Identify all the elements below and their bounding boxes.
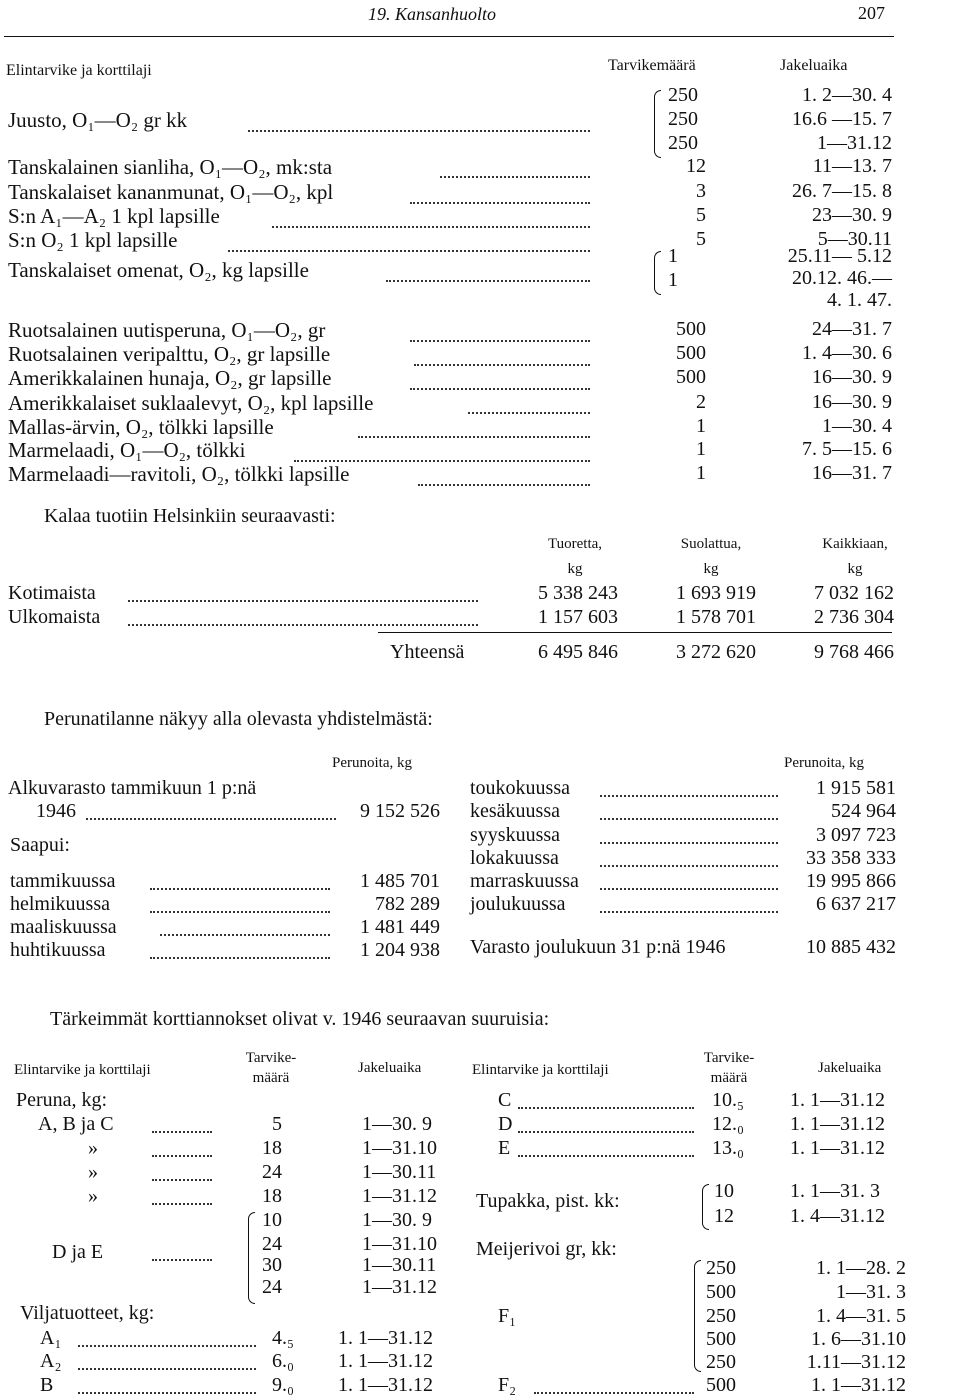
card-amount: 10 — [262, 1209, 282, 1231]
card-amount: 250 — [706, 1351, 736, 1373]
card-label: C — [498, 1089, 512, 1111]
card-amount: 12.₀ — [712, 1113, 744, 1135]
card-amount: 250 — [706, 1257, 736, 1279]
fish-cell: 1 693 919 — [676, 582, 756, 604]
fish-cell: 7 032 162 — [814, 582, 894, 604]
card-grain-label: B — [40, 1374, 54, 1396]
potato-value: 33 358 333 — [806, 847, 896, 869]
col-header-item: Elintarvike ja korttilaji — [6, 62, 152, 79]
period-cell: 16—30. 9 — [812, 366, 892, 388]
card-grain-label: A₁ — [40, 1327, 62, 1349]
potato-month: helmikuussa — [10, 893, 110, 915]
fish-unit: kg — [703, 561, 719, 577]
leader-dots — [248, 130, 590, 132]
period-cell: 26. 7—15. 8 — [792, 180, 892, 202]
leader-dots — [228, 250, 590, 252]
card-period: 1—30.11 — [362, 1254, 437, 1276]
potato-month: maaliskuussa — [10, 916, 117, 938]
col-header-period: Jakeluaika — [780, 57, 848, 74]
item-label: Ruotsalainen uutisperuna, O₁—O₂, gr — [8, 318, 326, 342]
card-group-grain: Viljatuotteet, kg: — [20, 1302, 155, 1324]
potato-value: 19 995 866 — [806, 870, 896, 892]
card-period: 1—30. 9 — [362, 1209, 432, 1231]
leader-dots — [86, 818, 336, 820]
card-amount: 10 — [714, 1180, 734, 1202]
card-period: 1. 1—31.12 — [338, 1374, 433, 1396]
card-amount: 18 — [262, 1137, 282, 1159]
period-cell: 1. 2—30. 4 — [802, 84, 892, 106]
col-header-amount: Tarvikemäärä — [608, 57, 696, 74]
card-amount: 4.₅ — [272, 1327, 294, 1349]
amount-cell: 3 — [696, 180, 706, 202]
card-amount: 24 — [262, 1233, 282, 1255]
period-cell: 16.6 —15. 7 — [792, 108, 892, 130]
ditto-mark: » — [88, 1185, 98, 1207]
card-amount: 10.₅ — [712, 1089, 744, 1111]
leader-dots — [128, 600, 478, 602]
card-period: 1. 1—31. 3 — [790, 1180, 880, 1202]
leader-dots — [410, 388, 590, 390]
leader-dots — [600, 911, 778, 913]
item-label: Mallas-ärvin, O₂, tölkki lapsille — [8, 415, 274, 439]
page-number: 207 — [858, 3, 885, 23]
period-cell: 4. 1. 47. — [827, 289, 892, 311]
card-grain-label: A₂ — [40, 1350, 62, 1372]
fish-total-cell: 9 768 466 — [814, 641, 894, 663]
leader-dots — [386, 280, 590, 282]
brace — [654, 90, 661, 158]
potato-month: joulukuussa — [470, 893, 566, 915]
leader-dots — [600, 865, 778, 867]
amount-cell: 250 — [668, 84, 698, 106]
amount-cell: 1 — [668, 269, 678, 291]
potato-unit-right: Perunoita, kg — [784, 755, 864, 771]
cards-col-period: Jakeluaika — [358, 1060, 422, 1076]
card-label-f2: F₂ — [498, 1374, 517, 1396]
fish-col-fresh: Tuoretta, — [547, 536, 603, 552]
leader-dots — [358, 436, 590, 438]
period-cell: 1—30. 4 — [822, 415, 892, 437]
leader-dots — [78, 1368, 256, 1370]
card-amount: 250 — [706, 1305, 736, 1327]
fish-total-label: Yhteensä — [390, 641, 465, 663]
card-amount: 500 — [706, 1328, 736, 1350]
card-period: 1. 4—31.12 — [790, 1205, 885, 1227]
cards-col-amount: määrä — [710, 1070, 748, 1086]
potato-stock-value: 9 152 526 — [360, 800, 440, 822]
leader-dots — [150, 957, 330, 959]
period-cell: 1—31.12 — [817, 132, 892, 154]
card-period: 1. 4—31. 5 — [816, 1305, 906, 1327]
potato-month: huhtikuussa — [10, 939, 106, 961]
potato-month: lokakuussa — [470, 847, 559, 869]
fish-col-salted: Suolattua, — [680, 536, 742, 552]
card-period: 1—31.12 — [362, 1185, 437, 1207]
card-label-tobacco: Tupakka, pist. kk: — [476, 1190, 620, 1212]
item-label: Marmelaadi, O₁—O₂, tölkki — [8, 438, 246, 462]
fish-cell: 5 338 243 — [538, 582, 618, 604]
potato-value: 1 915 581 — [816, 777, 896, 799]
card-period: 1. 6—31.10 — [811, 1328, 906, 1350]
leader-dots — [152, 1179, 212, 1181]
running-header: 19. Kansanhuolto — [368, 4, 497, 24]
item-label: Amerikkalainen hunaja, O₂, gr lapsille — [8, 366, 332, 390]
card-amount: 500 — [706, 1281, 736, 1303]
leader-dots — [410, 340, 590, 342]
amount-cell: 1 — [696, 415, 706, 437]
card-label-butter: Meijerivoi gr, kk: — [476, 1238, 617, 1260]
card-period: 1—31.12 — [362, 1276, 437, 1298]
amount-cell: 5 — [696, 204, 706, 226]
potato-value: 1 485 701 — [360, 870, 440, 892]
amount-cell: 5 — [696, 228, 706, 250]
card-label-f1: F₁ — [498, 1305, 517, 1327]
fish-cell: 1 157 603 — [538, 606, 618, 628]
cards-col-item: Elintarvike ja korttilaji — [472, 1062, 609, 1078]
amount-cell: 250 — [668, 108, 698, 130]
period-cell: 23—30. 9 — [812, 204, 892, 226]
leader-dots — [294, 460, 590, 462]
leader-dots — [152, 1155, 212, 1157]
potato-stock-label: Alkuvarasto tammikuun 1 p:nä — [8, 777, 257, 799]
leader-dots — [414, 364, 590, 366]
fish-intro: Kalaa tuotiin Helsinkiin seuraavasti: — [44, 505, 336, 527]
card-period: 1—30. 9 — [362, 1113, 432, 1135]
card-amount: 9.₀ — [272, 1374, 294, 1396]
item-label: Tanskalaiset kananmunat, O₁—O₂, kpl — [8, 180, 334, 204]
cards-col-amount: Tarvike- — [703, 1050, 755, 1066]
period-cell: 20.12. 46.— — [792, 267, 892, 289]
amount-cell: 1 — [668, 245, 678, 267]
leader-dots — [600, 888, 778, 890]
cards-col-period: Jakeluaika — [818, 1060, 882, 1076]
leader-dots — [518, 1155, 694, 1157]
leader-dots — [600, 818, 778, 820]
item-label: Tanskalaiset omenat, O₂, kg lapsille — [8, 258, 309, 282]
card-label-de: D ja E — [52, 1241, 104, 1263]
leader-dots — [600, 842, 778, 844]
item-label: Ruotsalainen veripalttu, O₂, gr lapsille — [8, 342, 331, 366]
item-label: Juusto, O₁—O₂ gr kk — [8, 108, 188, 132]
potato-value: 1 204 938 — [360, 939, 440, 961]
potato-intro: Perunatilanne näkyy alla olevasta yhdistelmästä: — [44, 708, 433, 730]
amount-cell: 500 — [676, 366, 706, 388]
card-amount: 24 — [262, 1161, 282, 1183]
potato-value: 782 289 — [375, 893, 440, 915]
leader-dots — [468, 412, 590, 414]
card-amount: 30 — [262, 1254, 282, 1276]
leader-dots — [600, 795, 778, 797]
potato-value: 524 964 — [831, 800, 896, 822]
cards-col-amount: määrä — [252, 1070, 290, 1086]
leader-dots — [78, 1345, 256, 1347]
potato-month: syyskuussa — [470, 824, 561, 846]
leader-dots — [150, 888, 330, 890]
potato-value: 1 481 449 — [360, 916, 440, 938]
leader-dots — [410, 202, 590, 204]
card-amount: 13.₀ — [712, 1137, 744, 1159]
potato-arrived-label: Saapui: — [10, 834, 70, 856]
fish-row-label: Kotimaista — [8, 582, 96, 604]
sum-rule — [378, 632, 892, 633]
amount-cell: 1 — [696, 438, 706, 460]
card-amount: 6.₀ — [272, 1350, 294, 1372]
fish-unit: kg — [567, 561, 583, 577]
header-rule — [4, 36, 894, 37]
item-label: S:n O₂ 1 kpl lapsille — [8, 228, 178, 252]
amount-cell: 500 — [676, 342, 706, 364]
card-label-abc: A, B ja C — [38, 1113, 114, 1135]
card-amount: 24 — [262, 1276, 282, 1298]
cards-col-item: Elintarvike ja korttilaji — [14, 1062, 151, 1078]
fish-cell: 2 736 304 — [814, 606, 894, 628]
item-label: S:n A₁—A₂ 1 kpl lapsille — [8, 204, 220, 228]
card-period: 1.11—31.12 — [806, 1351, 906, 1373]
card-period: 1. 1—31.12 — [790, 1137, 885, 1159]
potato-month: marraskuussa — [470, 870, 579, 892]
cards-intro: Tärkeimmät korttiannokset olivat v. 1946 seuraavan suuruisia: — [50, 1008, 550, 1030]
card-period: 1. 1—31.12 — [338, 1350, 433, 1372]
leader-dots — [272, 226, 590, 228]
fish-total-cell: 3 272 620 — [676, 641, 756, 663]
leader-dots — [128, 624, 478, 626]
leader-dots — [152, 1259, 212, 1261]
ditto-mark: » — [88, 1137, 98, 1159]
amount-cell: 250 — [668, 132, 698, 154]
item-label: Marmelaadi—ravitoli, O₂, tölkki lapsille — [8, 462, 350, 486]
fish-col-total: Kaikkiaan, — [822, 536, 888, 552]
brace — [702, 1184, 709, 1230]
potato-month: toukokuussa — [470, 777, 570, 799]
potato-unit-left: Perunoita, kg — [332, 755, 412, 771]
period-cell: 16—30. 9 — [812, 391, 892, 413]
card-period: 1—31.10 — [362, 1137, 437, 1159]
period-cell: 5—30.11 — [817, 228, 892, 250]
fish-row-label: Ulkomaista — [8, 606, 101, 628]
card-group-potato: Peruna, kg: — [16, 1089, 108, 1111]
card-period: 1—31.10 — [362, 1233, 437, 1255]
potato-value: 3 097 723 — [816, 824, 896, 846]
period-cell: 25.11— 5.12 — [787, 245, 892, 267]
potato-value: 6 637 217 — [816, 893, 896, 915]
item-label: Amerikkalaiset suklaalevyt, O₂, kpl lapsille — [8, 391, 374, 415]
card-amount: 12 — [714, 1205, 734, 1227]
card-amount: 18 — [262, 1185, 282, 1207]
leader-dots — [418, 484, 590, 486]
leader-dots — [152, 1203, 212, 1205]
amount-cell: 12 — [686, 155, 706, 177]
cards-col-amount: Tarvike- — [245, 1050, 297, 1066]
leader-dots — [518, 1107, 694, 1109]
card-amount: 5 — [272, 1113, 282, 1135]
period-cell: 24—31. 7 — [812, 318, 892, 340]
fish-unit: kg — [847, 561, 863, 577]
period-cell: 1. 4—30. 6 — [802, 342, 892, 364]
period-cell: 7. 5—15. 6 — [802, 438, 892, 460]
leader-dots — [150, 911, 330, 913]
card-period: 1. 1—31.12 — [338, 1327, 433, 1349]
leader-dots — [440, 176, 590, 178]
item-label: Tanskalainen sianliha, O₁—O₂, mk:sta — [8, 155, 333, 179]
fish-total-cell: 6 495 846 — [538, 641, 618, 663]
card-period: 1. 1—28. 2 — [816, 1257, 906, 1279]
brace — [654, 251, 661, 295]
period-cell: 11—13. 7 — [812, 155, 892, 177]
amount-cell: 2 — [696, 391, 706, 413]
ditto-mark: » — [88, 1161, 98, 1183]
fish-cell: 1 578 701 — [676, 606, 756, 628]
brace — [694, 1260, 701, 1372]
leader-dots — [518, 1131, 694, 1133]
card-period: 1—30.11 — [362, 1161, 437, 1183]
amount-cell: 1 — [696, 462, 706, 484]
potato-end-value: 10 885 432 — [806, 936, 896, 958]
potato-stock-year: 1946 — [36, 800, 76, 822]
card-period: 1. 1—31.12 — [811, 1374, 906, 1396]
period-cell: 16—31. 7 — [812, 462, 892, 484]
card-period: 1—31. 3 — [836, 1281, 906, 1303]
card-label: E — [498, 1137, 511, 1159]
amount-cell: 500 — [676, 318, 706, 340]
potato-month: tammikuussa — [10, 870, 116, 892]
card-label: D — [498, 1113, 513, 1135]
potato-end-label: Varasto joulukuun 31 p:nä 1946 — [470, 936, 726, 958]
card-period: 1. 1—31.12 — [790, 1089, 885, 1111]
potato-month: kesäkuussa — [470, 800, 560, 822]
card-period: 1. 1—31.12 — [790, 1113, 885, 1135]
leader-dots — [160, 934, 330, 936]
leader-dots — [152, 1131, 212, 1133]
card-amount: 500 — [706, 1374, 736, 1396]
